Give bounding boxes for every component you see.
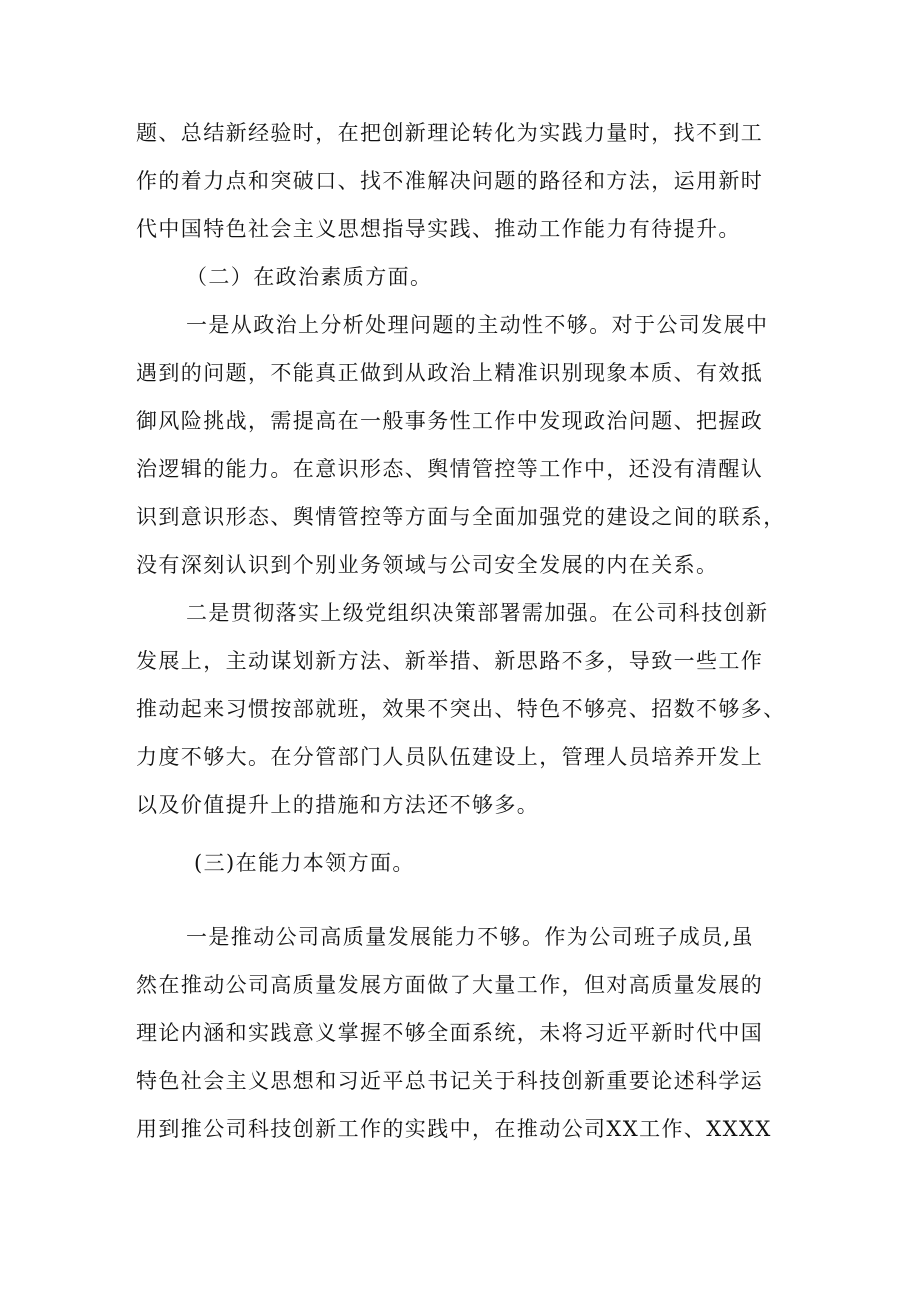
text-line: 一是从政治上分析处理问题的主动性不够。对于公司发展中 [186,313,769,337]
section-heading: （二）在政治素质方面。 [186,265,433,289]
text-line: 二是贯彻落实上级党组织决策部署需加强。在公司科技创新 [186,601,769,625]
text-line: 作的着力点和突破口、找不准解决问题的路径和方法，运用新时 [136,169,764,193]
text-line: 理论内涵和实践意义掌握不够全面系统，未将习近平新时代中国 [136,1021,764,1045]
text-line: 御风险挑战，需提高在一般事务性工作中发现政治问题、把握政 [136,409,764,433]
text-line: 特色社会主义思想和习近平总书记关于科技创新重要论述科学运 [136,1069,764,1093]
section-heading: (三)在能力本领方面。 [194,851,415,875]
text-line: 识到意识形态、舆情管控等方面与全面加强党的建设之间的联系， [136,505,786,529]
text-line: 代中国特色社会主义思想指导实践、推动工作能力有待提升。 [136,217,741,241]
text-line: 然在推动公司高质量发展方面做了大量工作，但对高质量发展的 [136,973,764,997]
text-line: 用到推公司科技创新工作的实践中，在推动公司XX工作、XXXX [136,1117,772,1141]
text-line: 发展上，主动谋划新方法、新举措、新思路不多，导致一些工作 [136,649,764,673]
text-line: 一是推动公司高质量发展能力不够。作为公司班子成员,虽 [186,925,755,949]
text-line: 推动起来习惯按部就班，效果不突出、特色不够亮、招数不够多、 [136,697,786,721]
text-line: 治逻辑的能力。在意识形态、舆情管控等工作中，还没有清醒认 [136,457,764,481]
text-line: 以及价值提升上的措施和方法还不够多。 [136,793,540,817]
text-line: 没有深刻认识到个别业务领域与公司安全发展的内在关系。 [136,553,719,577]
text-line: 题、总结新经验时，在把创新理论转化为实践力量时，找不到工 [136,121,764,145]
text-line: 遇到的问题，不能真正做到从政治上精准识别现象本质、有效抵 [136,361,764,385]
text-line: 力度不够大。在分管部门人员队伍建设上，管理人员培养开发上 [136,745,764,769]
